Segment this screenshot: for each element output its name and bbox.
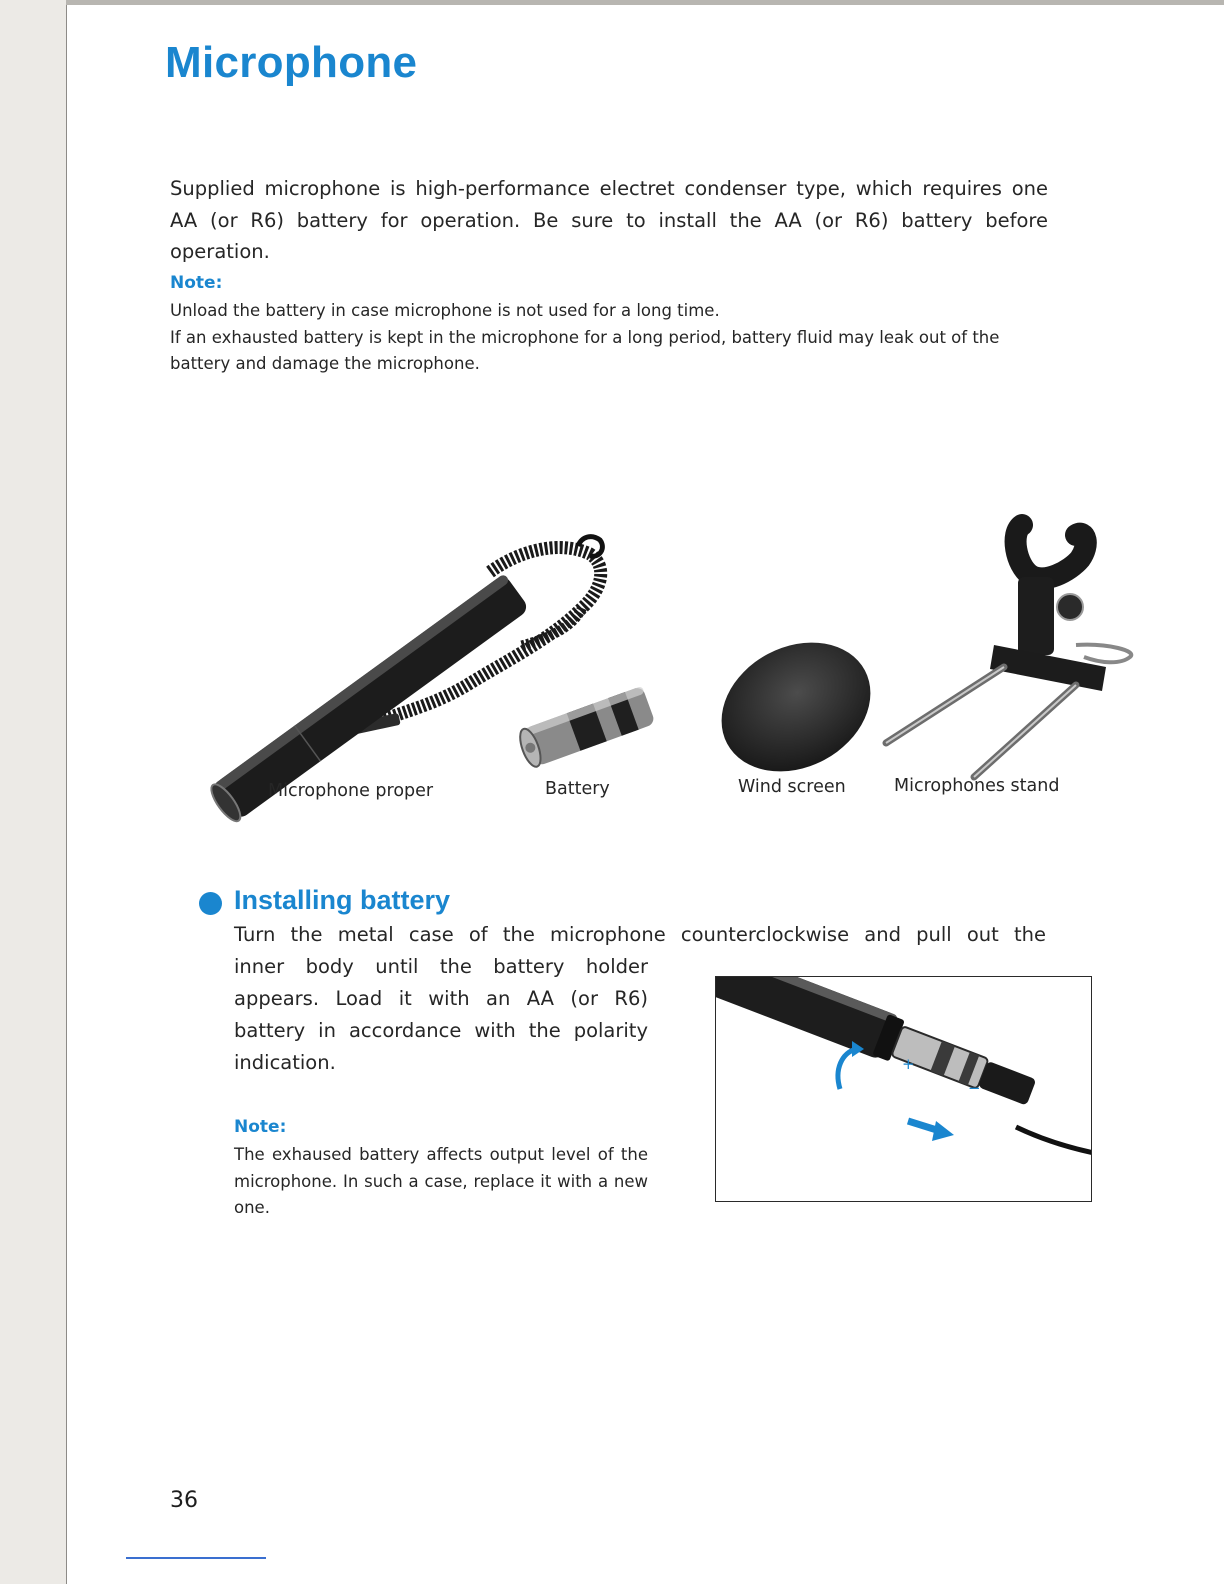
install-note-label: Note: xyxy=(234,1117,287,1137)
microphone-stand-image xyxy=(880,505,1140,785)
page-binding-edge xyxy=(0,0,67,1584)
pull-arrow-icon xyxy=(908,1121,954,1141)
caption-wind-screen: Wind screen xyxy=(738,777,846,797)
battery-install-diagram xyxy=(715,976,1092,1202)
section-heading: Installing battery xyxy=(234,885,451,915)
bottom-rule xyxy=(126,1557,266,1559)
note-line-2: If an exhausted battery is kept in the microphone for a long period, battery fluid may leak out of the battery and damage the microphone. xyxy=(170,327,1000,373)
intro-paragraph: Supplied microphone is high-performance electret condenser type, which requires one AA (or R6) battery for operation. Be sure to install the AA (or R6) battery before operation. xyxy=(170,177,1048,263)
caption-battery: Battery xyxy=(545,779,610,799)
bullet-icon xyxy=(199,892,222,915)
install-instructions-body: inner body until the battery holder appears. Load it with an AA (or R6) battery in accordance with the polarity indication. xyxy=(234,955,648,1074)
wind-screen-image xyxy=(716,640,876,774)
battery-install-illustration xyxy=(716,977,1091,1201)
polarity-plus-label: + xyxy=(902,1055,915,1073)
caption-microphone-proper: Microphone proper xyxy=(268,781,434,801)
note-label: Note: xyxy=(170,273,223,293)
note-text xyxy=(170,298,1048,378)
page-top-edge xyxy=(66,0,1224,5)
page-number: 36 xyxy=(170,1488,198,1513)
note-line-1: Unload the battery in case microphone is not used for a long time. xyxy=(170,301,720,320)
caption-microphone-stand: Microphones stand xyxy=(894,776,1060,796)
polarity-minus-label: − xyxy=(968,1079,981,1097)
install-note-text: The exhaused battery affects output level of the microphone. In such a case, replace it with a new one. xyxy=(234,1145,648,1217)
page-title: Microphone xyxy=(165,38,418,87)
install-instructions-lead: Turn the metal case of the microphone counterclockwise and pull out the xyxy=(234,923,1046,946)
battery-image xyxy=(512,685,662,765)
